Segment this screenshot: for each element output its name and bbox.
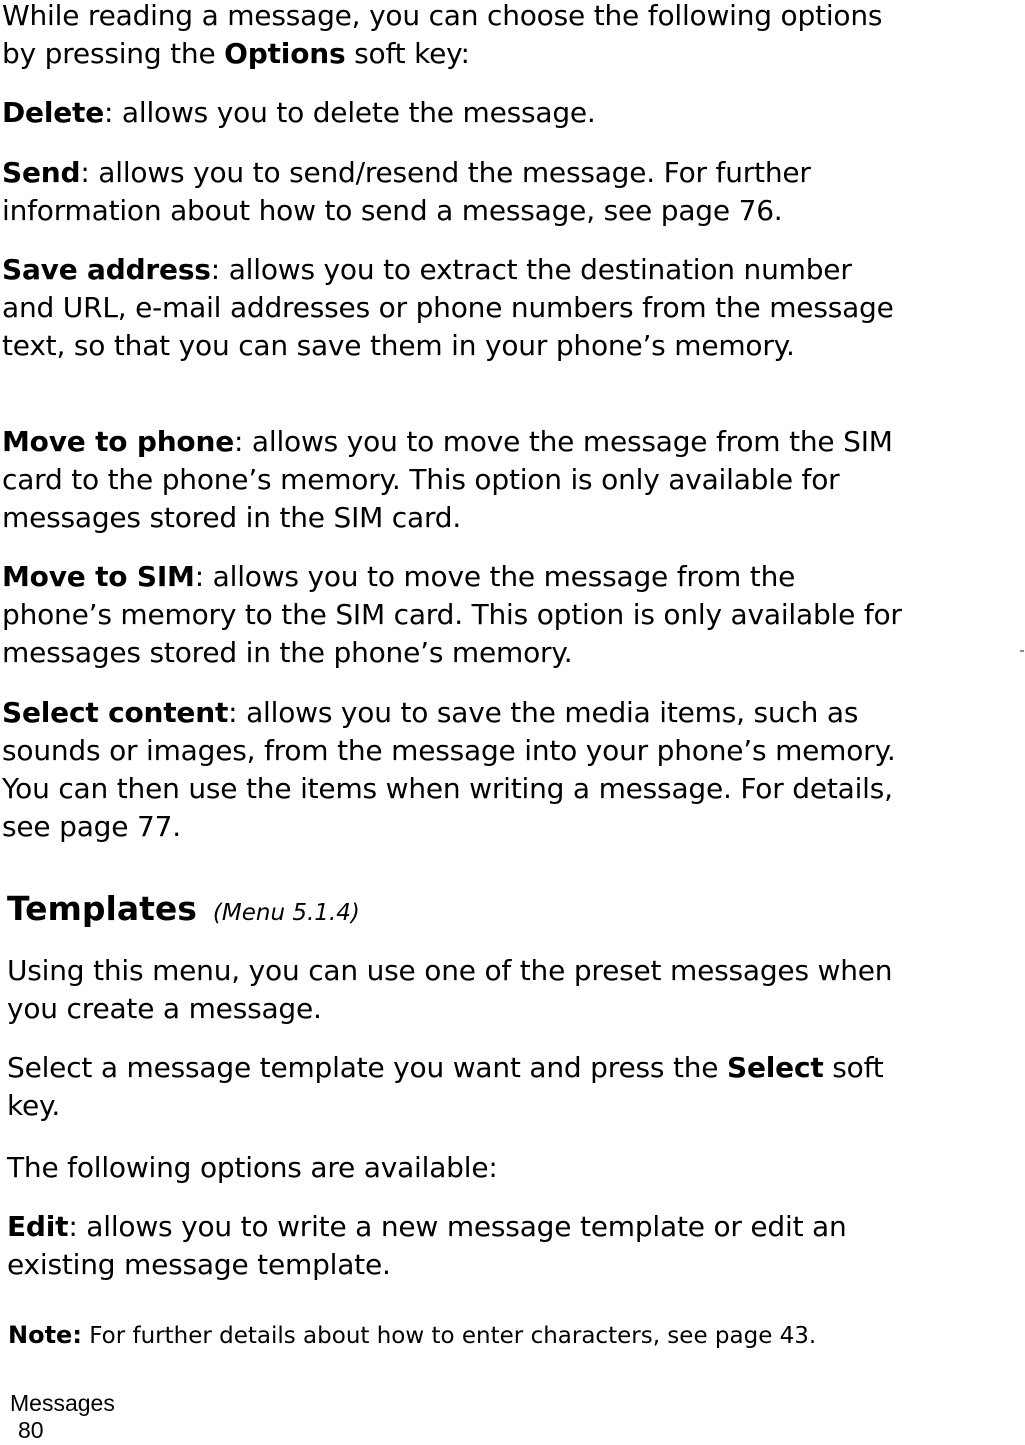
option-move-to-sim-term: Move to SIM [2,560,195,593]
page-number: 80 [18,1417,44,1443]
intro-text-pre: While reading a message, you can choose the following options by pressing the [2,0,883,70]
scan-mark [1020,650,1024,652]
option-edit-text: : allows you to write a new message template or edit an existing message template. [7,1210,847,1281]
option-select-content [2,694,902,846]
section-title: Templates [7,889,197,928]
option-send-term: Send [2,156,81,189]
templates-options-intro: The following options are available: [7,1151,498,1184]
option-move-to-sim [2,558,902,672]
option-edit [7,1208,907,1284]
option-send [2,154,902,230]
footer-section-name: Messages [10,1390,115,1416]
intro-text-post: soft key: [345,37,470,70]
option-move-to-phone [2,423,902,537]
option-select-content-term: Select content [2,696,229,729]
option-send-text: : allows you to send/resend the message. For further information about how to send a message, see page 76. [2,156,811,227]
page-footer [10,1390,115,1444]
note-label: Note: [8,1321,82,1349]
menu-reference: (Menu 5.1.4) [212,900,360,926]
option-save-address-term: Save address [2,253,211,286]
select-softkey-label: Select [727,1051,824,1084]
intro-paragraph [2,0,902,73]
option-delete-text: : allows you to delete the message. [104,96,596,129]
option-save-address-text: : allows you to extract the destination number and URL, e-mail addresses or phone numbers from the message text, so that you can save them in your phone’s memory. [2,253,894,362]
options-softkey-label: Options [224,37,346,70]
section-heading [7,887,360,935]
option-move-to-sim-text: : allows you to move the message from the phone’s memory to the SIM card. This option is only available for messages stored in the phone’s memory. [2,560,902,669]
option-edit-term: Edit [7,1210,69,1243]
option-delete-term: Delete [2,96,104,129]
note [8,1318,908,1353]
templates-instruction [7,1049,907,1125]
templates-instruction-post: soft key. [7,1051,884,1122]
option-move-to-phone-text: : allows you to move the message from the SIM card to the phone’s memory. This option is only available for messages stored in the SIM card. [2,425,893,534]
option-move-to-phone-term: Move to phone [2,425,234,458]
option-save-address [2,251,902,365]
templates-description: Using this menu, you can use one of the preset messages when you create a message. [7,954,893,1025]
option-select-content-text: : allows you to save the media items, such as sounds or images, from the message into your phone’s memory. You can then use the items when writing a message. For details, see page 77. [2,696,896,843]
templates-instruction-pre: Select a message template you want and press the [7,1051,728,1084]
note-text: For further details about how to enter characters, see page 43. [81,1323,817,1349]
option-delete [2,94,902,132]
